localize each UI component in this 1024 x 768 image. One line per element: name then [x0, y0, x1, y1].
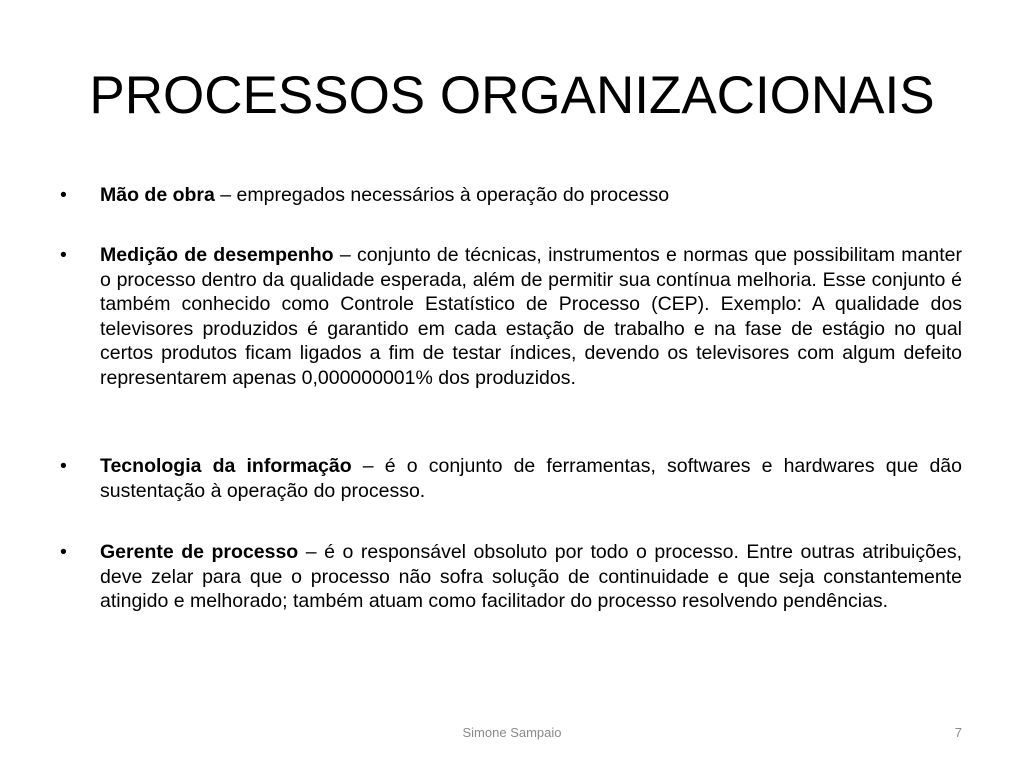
- slide-title: PROCESSOS ORGANIZACIONAIS: [89, 66, 935, 125]
- bullet-point-icon: •: [60, 455, 67, 477]
- bullet-term: Mão de obra: [100, 184, 215, 206]
- bullet-term: Medição de desempenho: [100, 244, 334, 266]
- bullet-text: – conjunto de técnicas, instrumentos e normas que possibilitam manter o processo dentro da qualidade esperada, além de permitir sua contínua melhoria. Esse conjunto é também conhecido como Controle Estatístico de Processo (CEP). Exemplo: A qualidade dos televisores produzidos é garantido em cada estação de trabalho e na fase de estágio no qual certos produtos ficam ligados a fim de testar índices, devendo os televisores com algum defeito representarem apenas 0,000000001% dos produzidos.: [100, 244, 962, 389]
- footer-page-number: 7: [954, 725, 962, 740]
- bullet-item-gerente-de-processo: [60, 540, 962, 614]
- bullet-text: – é o conjunto de ferramentas, softwares e hardwares que dão sustentação à operação do processo.: [100, 455, 962, 502]
- bullet-term: Tecnologia da informação: [100, 455, 352, 477]
- bullet-item-medicao-de-desempenho: [60, 243, 962, 390]
- bullet-item-tecnologia-da-informacao: [60, 454, 962, 503]
- bullet-text: – é o responsável obsoluto por todo o processo. Entre outras atribuições, deve zelar para que o processo não sofra solução de continuidade e que seja constantemente atingido e melhorado; também atuam como facilitador do processo resolvendo pendências.: [100, 541, 962, 612]
- bullet-term: Gerente de processo: [100, 541, 299, 563]
- bullet-item-mao-de-obra: [60, 183, 962, 208]
- footer-author: Simone Sampaio: [462, 725, 562, 740]
- bullet-point-icon: •: [60, 184, 67, 206]
- bullet-text: – empregados necessários à operação do processo: [214, 184, 670, 206]
- bullet-point-icon: •: [60, 244, 67, 266]
- bullet-point-icon: •: [60, 541, 67, 563]
